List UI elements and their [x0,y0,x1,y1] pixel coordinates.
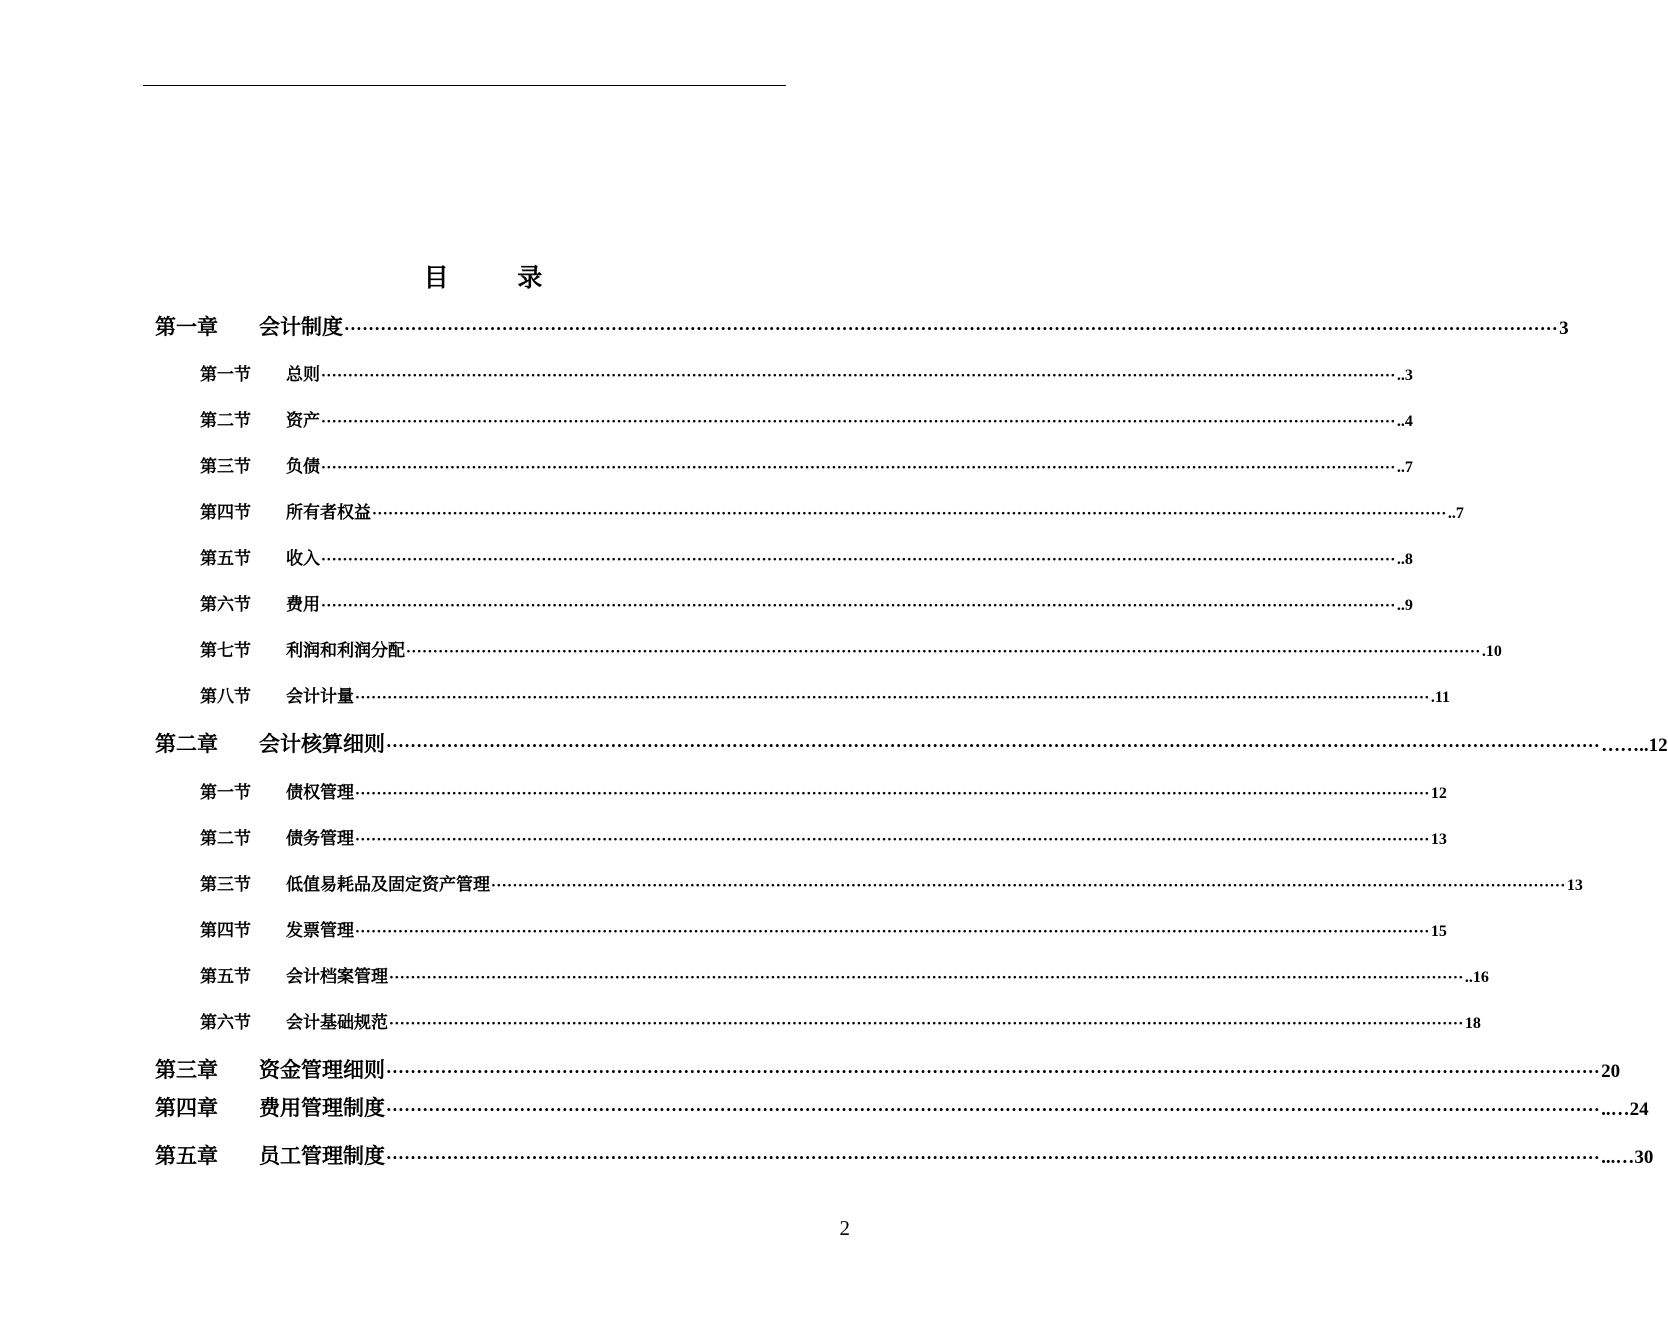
toc-entry-page: 13 [1566,877,1583,894]
toc-entry-title: 所有者权益 [286,503,371,523]
toc-section-entry[interactable] [200,1008,1481,1033]
header-rule [143,85,786,86]
toc-entry-number: 第二节 [200,829,251,849]
toc-dot-leader: ········································································································································································································ [491,878,1566,894]
toc-entry-title: 总则 [286,365,320,385]
toc-entry-page: ..16 [1464,969,1489,986]
toc-entry-number: 第五节 [200,549,251,569]
toc-dot-leader: ········································································································································································································ [406,644,1481,660]
toc-entry-page: ..9 [1396,597,1413,614]
toc-entry-title: 债务管理 [286,829,354,849]
toc-entry-number: 第四章 [155,1095,218,1120]
toc-dot-leader: ········································································································································································································ [355,786,1430,802]
toc-entry-number: 第一节 [200,365,251,385]
toc-entry-title: 费用 [286,595,320,615]
toc-dot-leader: ········································································································································································································ [321,552,1396,568]
toc-section-entry[interactable] [200,590,1413,615]
toc-section-entry[interactable] [200,870,1583,895]
toc-entry-page: ..…24 [1601,1099,1649,1120]
toc-section-entry[interactable] [200,498,1464,523]
toc-entry-page: 18 [1464,1015,1481,1032]
toc-section-entry[interactable] [200,916,1447,941]
toc-section-entry[interactable] [200,544,1413,569]
toc-dot-leader: ········································································································································································································ [389,970,1464,986]
toc-title: 目 录 [423,263,573,292]
toc-dot-leader: ········································································································································································································ [355,690,1430,706]
toc-entry-number: 第二节 [200,411,251,431]
toc-entry-title: 费用管理制度 [259,1095,385,1120]
toc-section-entry[interactable] [200,824,1447,849]
toc-entry-title: 会计核算细则 [259,731,385,756]
toc-entry-number: 第三章 [155,1057,218,1082]
toc-entry-page: ……..12 [1601,735,1668,756]
toc-entry-number: 第二章 [155,731,218,756]
page-number: 2 [839,1216,850,1240]
toc-section-entry[interactable] [200,682,1450,707]
toc-entry-number: 第六节 [200,595,251,615]
toc-dot-leader: ········································································································································································································ [355,832,1430,848]
toc-entry-page: ..7 [1396,459,1413,476]
toc-entry-number: 第一节 [200,783,251,803]
toc-chapter-entry[interactable] [155,311,1569,341]
toc-dot-leader: ········································································································································································································ [321,414,1396,430]
toc-entry-number: 第四节 [200,921,251,941]
toc-section-entry[interactable] [200,406,1413,431]
toc-entry-title: 低值易耗品及固定资产管理 [286,875,490,895]
toc-entry-title: 会计档案管理 [286,967,388,987]
toc-dot-leader: ········································································································································································································ [344,319,1559,338]
toc-dot-leader: ········································································································································································································ [386,1062,1601,1081]
toc-entry-page: ..7 [1447,505,1464,522]
toc-dot-leader: ········································································································································································································ [386,1148,1601,1167]
toc-entry-title: 会计计量 [286,687,354,707]
toc-entry-page: 15 [1430,923,1447,940]
toc-entry-title: 会计基础规范 [286,1013,388,1033]
toc-entry-title: 资金管理细则 [259,1057,385,1082]
toc-chapter-entry[interactable] [155,1140,1654,1170]
toc-entry-page: ..4 [1396,413,1413,430]
toc-entry-number: 第五章 [155,1143,218,1168]
toc-section-entry[interactable] [200,778,1447,803]
toc-entry-number: 第七节 [200,641,251,661]
toc-dot-leader: ········································································································································································································ [321,460,1396,476]
toc-section-entry[interactable] [200,360,1413,385]
toc-entry-number: 第三节 [200,457,251,477]
toc-chapter-entry[interactable] [155,1054,1621,1084]
toc-entry-page: 13 [1430,831,1447,848]
toc-entry-page: ..3 [1396,367,1413,384]
toc-dot-leader: ········································································································································································································ [386,736,1601,755]
toc-entry-number: 第四节 [200,503,251,523]
toc-entry-title: 资产 [286,411,320,431]
toc-entry-title: 债权管理 [286,783,354,803]
toc-dot-leader: ········································································································································································································ [389,1016,1464,1032]
toc-entry-page: .10 [1481,643,1502,660]
toc-entry-page: ...…30 [1601,1147,1654,1168]
toc-entry-page: .11 [1430,689,1450,706]
toc-entry-title: 收入 [286,549,320,569]
toc-entry-title: 发票管理 [286,921,354,941]
toc-section-entry[interactable] [200,636,1502,661]
toc-dot-leader: ········································································································································································································ [355,924,1430,940]
toc-dot-leader: ········································································································································································································ [321,368,1396,384]
toc-chapter-entry[interactable] [155,1092,1649,1122]
toc-entry-page: ..8 [1396,551,1413,568]
toc-dot-leader: ········································································································································································································ [372,506,1447,522]
toc-entry-title: 利润和利润分配 [286,641,405,661]
toc-entry-number: 第五节 [200,967,251,987]
toc-entry-title: 员工管理制度 [259,1143,385,1168]
toc-entry-title: 会计制度 [259,314,343,339]
toc-entry-number: 第三节 [200,875,251,895]
toc-entry-page: 12 [1430,785,1447,802]
toc-section-entry[interactable] [200,962,1489,987]
toc-dot-leader: ········································································································································································································ [386,1100,1601,1119]
toc-dot-leader: ········································································································································································································ [321,598,1396,614]
toc-entry-number: 第一章 [155,314,218,339]
toc-section-entry[interactable] [200,452,1413,477]
toc-chapter-entry[interactable] [155,728,1668,758]
toc-entry-number: 第八节 [200,687,251,707]
toc-entry-title: 负债 [286,457,320,477]
toc-entry-page: 3 [1559,318,1569,339]
toc-entry-page: 20 [1601,1061,1621,1082]
toc-entry-number: 第六节 [200,1013,251,1033]
